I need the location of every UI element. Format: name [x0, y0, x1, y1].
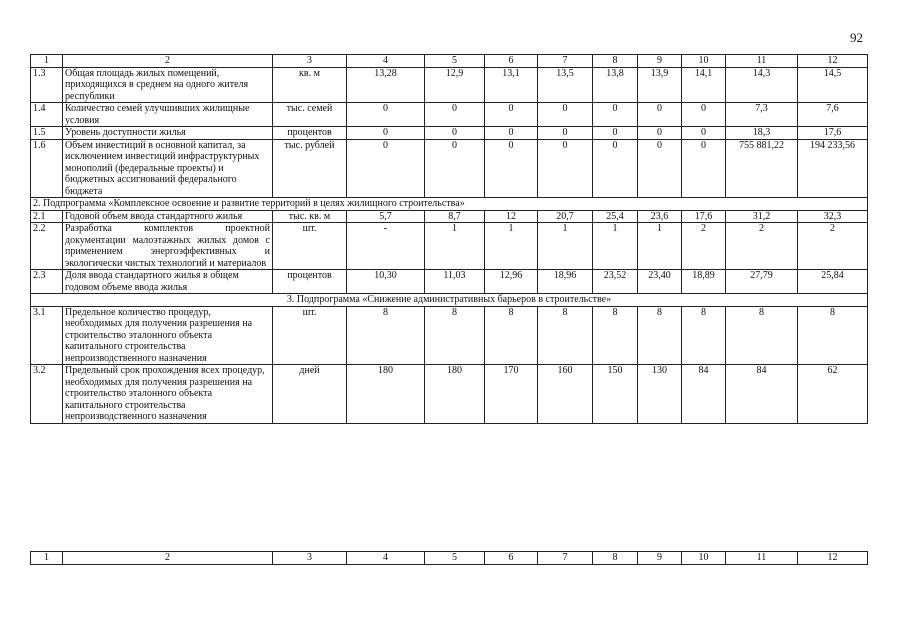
value-cell: 0	[425, 139, 485, 198]
value-cell: 27,79	[726, 270, 798, 294]
header-cell: 11	[726, 55, 798, 68]
header-cell: 1	[31, 55, 63, 68]
value-cell: 1	[538, 223, 593, 270]
header-cell: 10	[682, 55, 726, 68]
header-cell: 11	[726, 552, 798, 565]
value-cell: 0	[425, 103, 485, 127]
value-cell: 1	[638, 223, 682, 270]
indicator-name: Разработка комплектов проектной документации малоэтажных жилых домов с применением энергоэффективных и экологически чистых технологий и материалов	[63, 223, 273, 270]
value-cell: 25,4	[593, 210, 638, 223]
value-cell: 13,1	[485, 67, 538, 103]
value-cell: 0	[485, 103, 538, 127]
indicator-name: Предельное количество процедур, необходимых для получения разрешения на строительство эталонного объекта капитального строительства непроизводственного назначения	[63, 306, 273, 365]
table-row	[31, 306, 868, 365]
value-cell: 14,3	[726, 67, 798, 103]
value-cell: 8	[485, 306, 538, 365]
header-cell: 9	[638, 552, 682, 565]
value-cell: 84	[682, 365, 726, 424]
unit-cell: тыс. семей	[273, 103, 347, 127]
row-number: 3.1	[31, 306, 63, 365]
header-cell: 3	[273, 552, 347, 565]
value-cell: 160	[538, 365, 593, 424]
value-cell: 18,96	[538, 270, 593, 294]
table-row	[31, 365, 868, 424]
value-cell: 14,5	[798, 67, 868, 103]
value-cell: 8	[593, 306, 638, 365]
indicator-name: Уровень доступности жилья	[63, 127, 273, 140]
value-cell: 1	[425, 223, 485, 270]
unit-cell: шт.	[273, 306, 347, 365]
value-cell: 11,03	[425, 270, 485, 294]
value-cell: 8	[798, 306, 868, 365]
value-cell: 14,1	[682, 67, 726, 103]
indicator-name: Объем инвестиций в основной капитал, за исключением инвестиций инфраструктурных монополий (федеральные проекты) и бюджетных ассигнований федерального бюджета	[63, 139, 273, 198]
header-cell: 5	[425, 552, 485, 565]
table-row	[31, 270, 868, 294]
header-cell: 9	[638, 55, 682, 68]
value-cell: 130	[638, 365, 682, 424]
value-cell: 150	[593, 365, 638, 424]
value-cell: 12,9	[425, 67, 485, 103]
table-row	[31, 223, 868, 270]
value-cell: 12	[485, 210, 538, 223]
value-cell: 5,7	[347, 210, 425, 223]
value-cell: 25,84	[798, 270, 868, 294]
value-cell: 755 881,22	[726, 139, 798, 198]
unit-cell: тыс. кв. м	[273, 210, 347, 223]
header-cell: 6	[485, 55, 538, 68]
table-row	[31, 210, 868, 223]
row-number: 2.1	[31, 210, 63, 223]
value-cell: 8	[682, 306, 726, 365]
value-cell: 194 233,56	[798, 139, 868, 198]
value-cell: 2	[798, 223, 868, 270]
value-cell: 12,96	[485, 270, 538, 294]
header-cell: 2	[63, 55, 273, 68]
value-cell: 0	[425, 127, 485, 140]
value-cell: 180	[425, 365, 485, 424]
value-cell: 8	[538, 306, 593, 365]
value-cell: 18,3	[726, 127, 798, 140]
value-cell: 0	[538, 139, 593, 198]
header-cell: 8	[593, 552, 638, 565]
row-number: 1.4	[31, 103, 63, 127]
section-row	[31, 198, 868, 211]
header-cell: 8	[593, 55, 638, 68]
value-cell: 0	[593, 127, 638, 140]
header-cell: 2	[63, 552, 273, 565]
table-row	[31, 103, 868, 127]
indicator-name: Доля ввода стандартного жилья в общем годовом объеме ввода жилья	[63, 270, 273, 294]
value-cell: 84	[726, 365, 798, 424]
indicator-name: Годовой объем ввода стандартного жилья	[63, 210, 273, 223]
header-cell: 7	[538, 552, 593, 565]
value-cell: 7,6	[798, 103, 868, 127]
value-cell: 10,30	[347, 270, 425, 294]
value-cell: 0	[347, 103, 425, 127]
header-cell: 3	[273, 55, 347, 68]
header-cell: 10	[682, 552, 726, 565]
unit-cell: дней	[273, 365, 347, 424]
value-cell: 0	[638, 139, 682, 198]
header-row	[31, 552, 868, 565]
unit-cell: процентов	[273, 127, 347, 140]
header-cell: 5	[425, 55, 485, 68]
page-number: 92	[850, 30, 863, 45]
value-cell: 31,2	[726, 210, 798, 223]
value-cell: 0	[347, 127, 425, 140]
value-cell: 7,3	[726, 103, 798, 127]
table-row	[31, 67, 868, 103]
indicator-name: Общая площадь жилых помещений, приходящихся в среднем на одного жителя республики	[63, 67, 273, 103]
table-row	[31, 139, 868, 198]
continuation-header-table	[30, 551, 868, 565]
value-cell: 0	[593, 103, 638, 127]
unit-cell: шт.	[273, 223, 347, 270]
row-number: 1.3	[31, 67, 63, 103]
header-cell: 4	[347, 55, 425, 68]
value-cell: 0	[682, 103, 726, 127]
header-cell: 6	[485, 552, 538, 565]
value-cell: 17,6	[682, 210, 726, 223]
indicators-table	[30, 54, 868, 424]
row-number: 1.6	[31, 139, 63, 198]
value-cell: 17,6	[798, 127, 868, 140]
header-cell: 1	[31, 552, 63, 565]
value-cell: 0	[485, 127, 538, 140]
value-cell: 2	[726, 223, 798, 270]
section-row	[31, 294, 868, 307]
value-cell: 0	[347, 139, 425, 198]
value-cell: 8	[425, 306, 485, 365]
unit-cell: кв. м	[273, 67, 347, 103]
value-cell: 1	[593, 223, 638, 270]
value-cell: 8	[638, 306, 682, 365]
section-title: 3. Подпрограмма «Снижение административных барьеров в строительстве»	[31, 294, 868, 307]
value-cell: 23,6	[638, 210, 682, 223]
value-cell: 8	[726, 306, 798, 365]
indicator-name: Предельный срок прохождения всех процедур, необходимых для получения разрешения на строительство эталонного объекта капитального строительства непроизводственного назначения	[63, 365, 273, 424]
header-cell: 4	[347, 552, 425, 565]
header-cell: 12	[798, 552, 868, 565]
header-cell: 7	[538, 55, 593, 68]
value-cell: 20,7	[538, 210, 593, 223]
value-cell: -	[347, 223, 425, 270]
value-cell: 23,40	[638, 270, 682, 294]
row-number: 2.2	[31, 223, 63, 270]
header-row	[31, 55, 868, 68]
value-cell: 180	[347, 365, 425, 424]
value-cell: 0	[682, 127, 726, 140]
value-cell: 2	[682, 223, 726, 270]
value-cell: 0	[538, 127, 593, 140]
header-cell: 12	[798, 55, 868, 68]
value-cell: 0	[538, 103, 593, 127]
value-cell: 0	[638, 127, 682, 140]
value-cell: 32,3	[798, 210, 868, 223]
value-cell: 0	[485, 139, 538, 198]
value-cell: 62	[798, 365, 868, 424]
value-cell: 8	[347, 306, 425, 365]
value-cell: 13,5	[538, 67, 593, 103]
unit-cell: тыс. рублей	[273, 139, 347, 198]
indicator-name: Количество семей улучшивших жилищные условия	[63, 103, 273, 127]
row-number: 1.5	[31, 127, 63, 140]
value-cell: 0	[682, 139, 726, 198]
section-title: 2. Подпрограмма «Комплексное освоение и развитие территорий в целях жилищного строительства»	[31, 198, 868, 211]
value-cell: 23,52	[593, 270, 638, 294]
row-number: 3.2	[31, 365, 63, 424]
unit-cell: процентов	[273, 270, 347, 294]
row-number: 2.3	[31, 270, 63, 294]
value-cell: 13,9	[638, 67, 682, 103]
value-cell: 13,8	[593, 67, 638, 103]
value-cell: 0	[593, 139, 638, 198]
value-cell: 1	[485, 223, 538, 270]
value-cell: 13,28	[347, 67, 425, 103]
value-cell: 18,89	[682, 270, 726, 294]
value-cell: 8,7	[425, 210, 485, 223]
value-cell: 170	[485, 365, 538, 424]
table-row	[31, 127, 868, 140]
value-cell: 0	[638, 103, 682, 127]
